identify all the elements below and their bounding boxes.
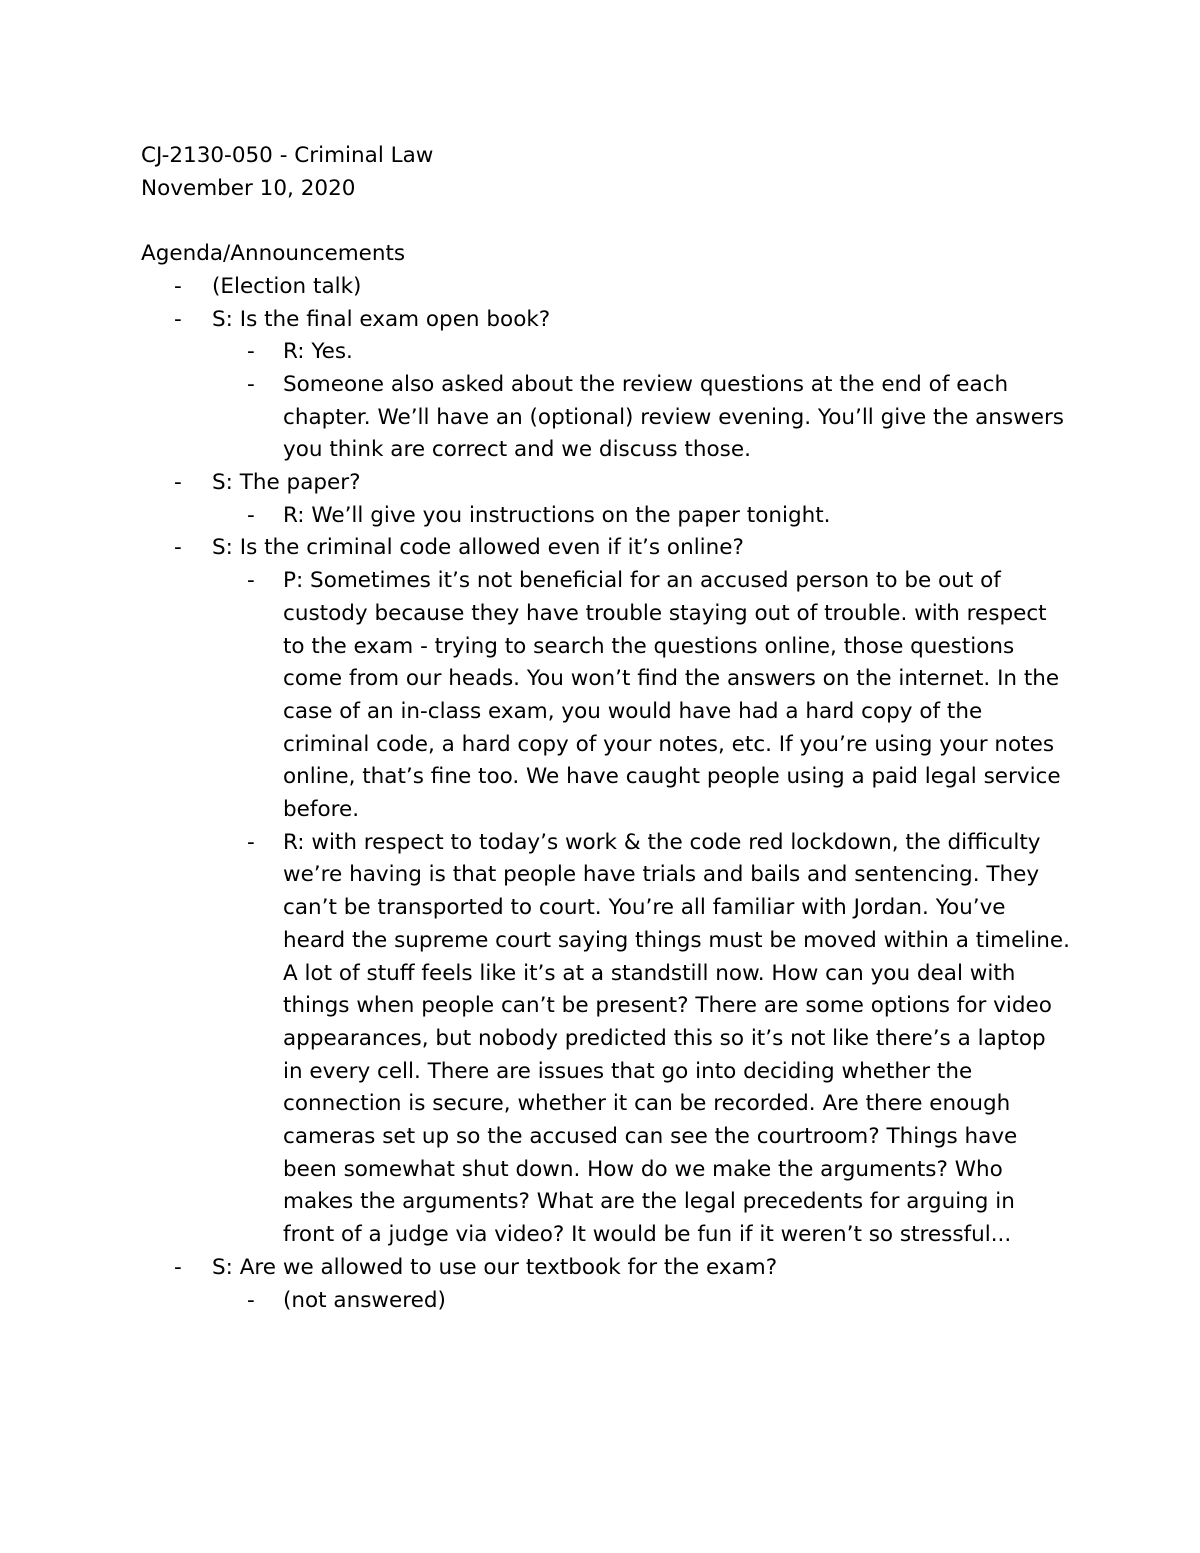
sub-list [212, 500, 1071, 533]
list-item-text: S: Is the final exam open book? [212, 306, 551, 332]
bullet-dash: - [174, 535, 182, 561]
bullet-dash: - [247, 829, 255, 855]
sub-list-item [212, 827, 1071, 1252]
bullet-dash: - [247, 371, 255, 397]
sub-list-item-text: R: Yes. [283, 339, 353, 365]
course-title: CJ-2130-050 - Criminal Law [141, 143, 434, 168]
list-item-text: (Election talk) [212, 273, 362, 299]
list-item [141, 1252, 1071, 1317]
lecture-date: November 10, 2020 [141, 175, 356, 201]
sub-list-item-text: R: We’ll give you instructions on the paper tonight. [283, 502, 831, 528]
sub-list-item [212, 565, 1071, 827]
bullet-dash: - [174, 273, 182, 299]
list-item [141, 532, 1071, 1251]
document-body [141, 140, 1071, 1317]
sub-list [212, 336, 1071, 467]
sub-list-item-text: R: with respect to today’s work & the code red lockdown, the difficulty we’re having is that people have trials and bails and sentencing. They can’t be transported to court. You’re all familiar with Jordan. You’ve heard the supreme court saying things must be moved within a timeline. A lot of stuff feels like it’s at a standstill now. How can you deal with things when people can’t be present? There are some options for video appearances, but nobody predicted this so it’s not like there’s a laptop in every cell. There are issues that go into deciding whether the connection is secure, whether it can be recorded. Are there enough cameras set up so the accused can see the courtroom? Things have been somewhat shut down. How do we make the arguments? Who makes the arguments? What are the legal precedents for arguing in front of a judge via video? It would be fun if it weren’t so stressful... [283, 829, 1070, 1248]
list-item-text: S: Is the criminal code allowed even if it’s online? [212, 535, 744, 561]
blank-line [141, 205, 1071, 238]
sub-list-item [212, 500, 1071, 533]
sub-list-item [212, 1285, 1071, 1318]
section-heading: Agenda/Announcements [141, 241, 406, 267]
list-item [141, 467, 1071, 532]
sub-list-item-text: P: Sometimes it’s not beneficial for an accused person to be out of custody because they have trouble staying out of trouble. with respect to the exam - trying to search the questions online, those questions come from our heads. You won’t find the answers on the internet. In the case of an in-class exam, you would have had a hard copy of the criminal code, a hard copy of your notes, etc. If you’re using your notes online, that’s fine too. We have caught people using a paid legal service before. [283, 568, 1061, 823]
bullet-dash: - [247, 502, 255, 528]
bullet-dash: - [174, 470, 182, 496]
bullet-dash: - [174, 1254, 182, 1280]
sub-list-item [212, 369, 1071, 467]
sub-list-item [212, 336, 1071, 369]
bullet-dash: - [247, 1287, 255, 1313]
bullet-dash: - [174, 306, 182, 332]
list-item [141, 304, 1071, 468]
bullet-dash: - [247, 568, 255, 594]
sub-list-item-text: (not answered) [283, 1287, 446, 1313]
list-item-text: S: The paper? [212, 470, 361, 496]
sub-list [212, 1285, 1071, 1318]
list-item-text: S: Are we allowed to use our textbook for the exam? [212, 1254, 778, 1280]
bullet-dash: - [247, 339, 255, 365]
agenda-list [141, 271, 1071, 1318]
sub-list [212, 565, 1071, 1252]
sub-list-item-text: Someone also asked about the review questions at the end of each chapter. We’ll have an (optional) review evening. You’ll give the answers you think are correct and we discuss those. [283, 371, 1064, 463]
list-item [141, 271, 1071, 304]
